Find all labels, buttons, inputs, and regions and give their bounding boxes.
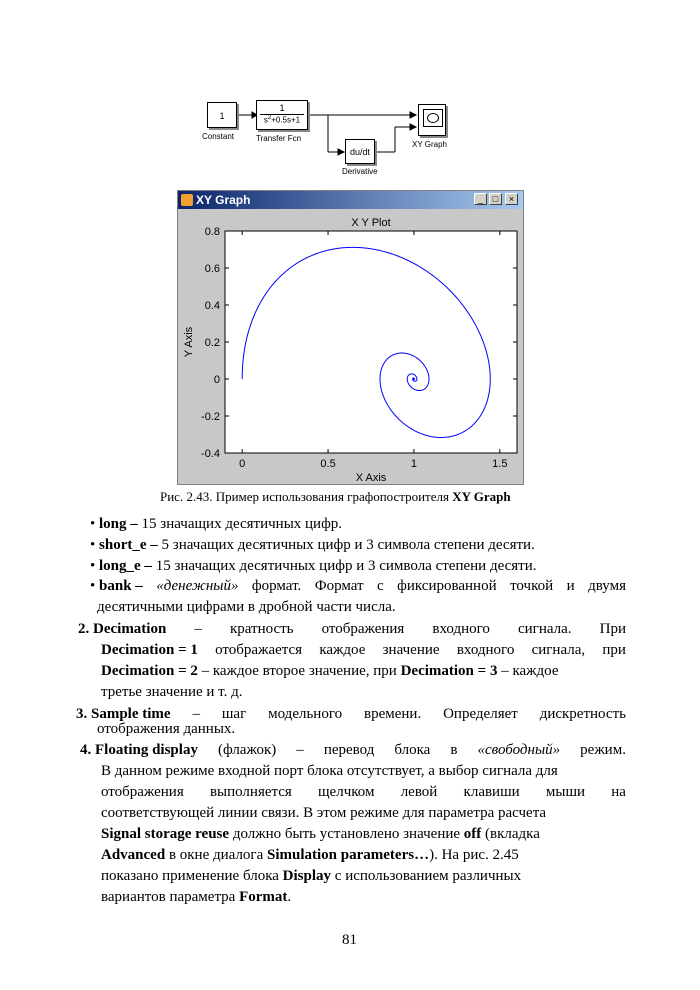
y-tick-label: 0.4 bbox=[204, 300, 220, 312]
plot-area bbox=[225, 231, 517, 453]
matlab-logo-icon bbox=[181, 194, 193, 206]
transfer-fcn-block[interactable] bbox=[256, 100, 308, 130]
paragraph-line: Decimation = 2 – каждое второе значение, при Decimation = 3 – каждое bbox=[101, 663, 559, 679]
y-axis-label: Y Axis bbox=[183, 326, 195, 358]
list-item: • short_e – 5 значащих десятичных цифр и 3 символа степени десяти. bbox=[90, 537, 535, 553]
x-tick-label: 0.5 bbox=[320, 458, 336, 470]
x-axis-label: X Axis bbox=[355, 472, 387, 484]
x-tick-label: 0 bbox=[239, 458, 246, 470]
y-tick-label: 0.6 bbox=[204, 263, 220, 275]
paragraph-line: Signal storage reuse должно быть установлено значение off (вкладка bbox=[101, 826, 540, 842]
constant-block[interactable] bbox=[207, 102, 237, 128]
x-tick-label: 1 bbox=[410, 458, 418, 470]
xy-graph-block[interactable] bbox=[418, 104, 446, 136]
window-titlebar[interactable] bbox=[178, 191, 523, 209]
close-button[interactable]: × bbox=[505, 193, 518, 205]
paragraph-line: Decimation = 1 отображается каждое значение входного сигнала, при bbox=[101, 642, 626, 658]
y-tick-label: 0.8 bbox=[204, 226, 220, 238]
paragraph-line: соответствующей линии связи. В этом режиме для параметра расчета bbox=[101, 805, 547, 821]
y-tick-label: 0 bbox=[213, 374, 220, 386]
y-tick-label: -0.2 bbox=[201, 411, 220, 423]
paragraph-line: вариантов параметра Format. bbox=[101, 889, 292, 905]
paragraph-line: Advanced в окне диалога Simulation parameters…). На рис. 2.45 bbox=[101, 847, 519, 863]
paragraph-line: В данном режиме входной порт блока отсутствует, а выбор сигнала для bbox=[101, 763, 558, 779]
transfer-numerator: 1 bbox=[279, 103, 285, 113]
figure-caption: Рис. 2.43. Пример использования графопостроителя XY Graph bbox=[160, 489, 511, 504]
x-tick-label: 1.5 bbox=[492, 458, 508, 470]
minimize-button[interactable]: _ bbox=[474, 193, 487, 205]
window-title: XY Graph bbox=[196, 193, 251, 207]
y-tick-label: 0.2 bbox=[204, 337, 220, 349]
paragraph-line: показано применение блока Display с использованием различных bbox=[101, 868, 522, 884]
paragraph-line: третье значение и т. д. bbox=[101, 684, 243, 700]
list-item-floating-display: 4. Floating display (флажок) – перевод блока в «свободный» режим. bbox=[80, 742, 626, 758]
constant-label: Constant bbox=[202, 132, 235, 141]
list-item: • long_e – 15 значащих десятичных цифр и 3 символа степени десяти. bbox=[90, 558, 537, 574]
constant-value: 1 bbox=[219, 111, 225, 121]
list-item-decimation: 2. Decimation – кратность отображения входного сигнала. При bbox=[78, 621, 626, 637]
paragraph-line: десятичными цифрами в дробной части числа. bbox=[97, 599, 396, 615]
derivative-block[interactable] bbox=[345, 139, 375, 164]
paragraph-line: отображения данных. bbox=[97, 721, 236, 737]
page-number: 81 bbox=[342, 932, 357, 948]
xy-scope-icon bbox=[423, 109, 443, 127]
derivative-value: du/dt bbox=[349, 147, 371, 157]
y-tick-label: -0.4 bbox=[201, 448, 220, 460]
xy-plot bbox=[178, 209, 523, 484]
paragraph-line: отображения выполняется щелчком левой клавиши мыши на bbox=[101, 784, 626, 800]
xy-graph-window bbox=[177, 190, 524, 485]
transfer-fcn-label: Transfer Fcn bbox=[256, 134, 302, 143]
list-item: • long – 15 значащих десятичных цифр. bbox=[90, 516, 343, 532]
plot-title: X Y Plot bbox=[351, 217, 391, 229]
xy-graph-label: XY Graph bbox=[412, 140, 447, 149]
list-item-sample-time: 3. Sample time – шаг модельного времени. Определяет дискретность bbox=[76, 706, 626, 722]
list-item-bank: • bank – «денежный» формат. Формат с фиксированной точкой и двумя bbox=[90, 578, 626, 594]
derivative-label: Derivative bbox=[342, 167, 378, 176]
maximize-button[interactable]: □ bbox=[489, 193, 502, 205]
transfer-denominator: $s^2+0.5s+1$ bbox=[260, 114, 304, 125]
